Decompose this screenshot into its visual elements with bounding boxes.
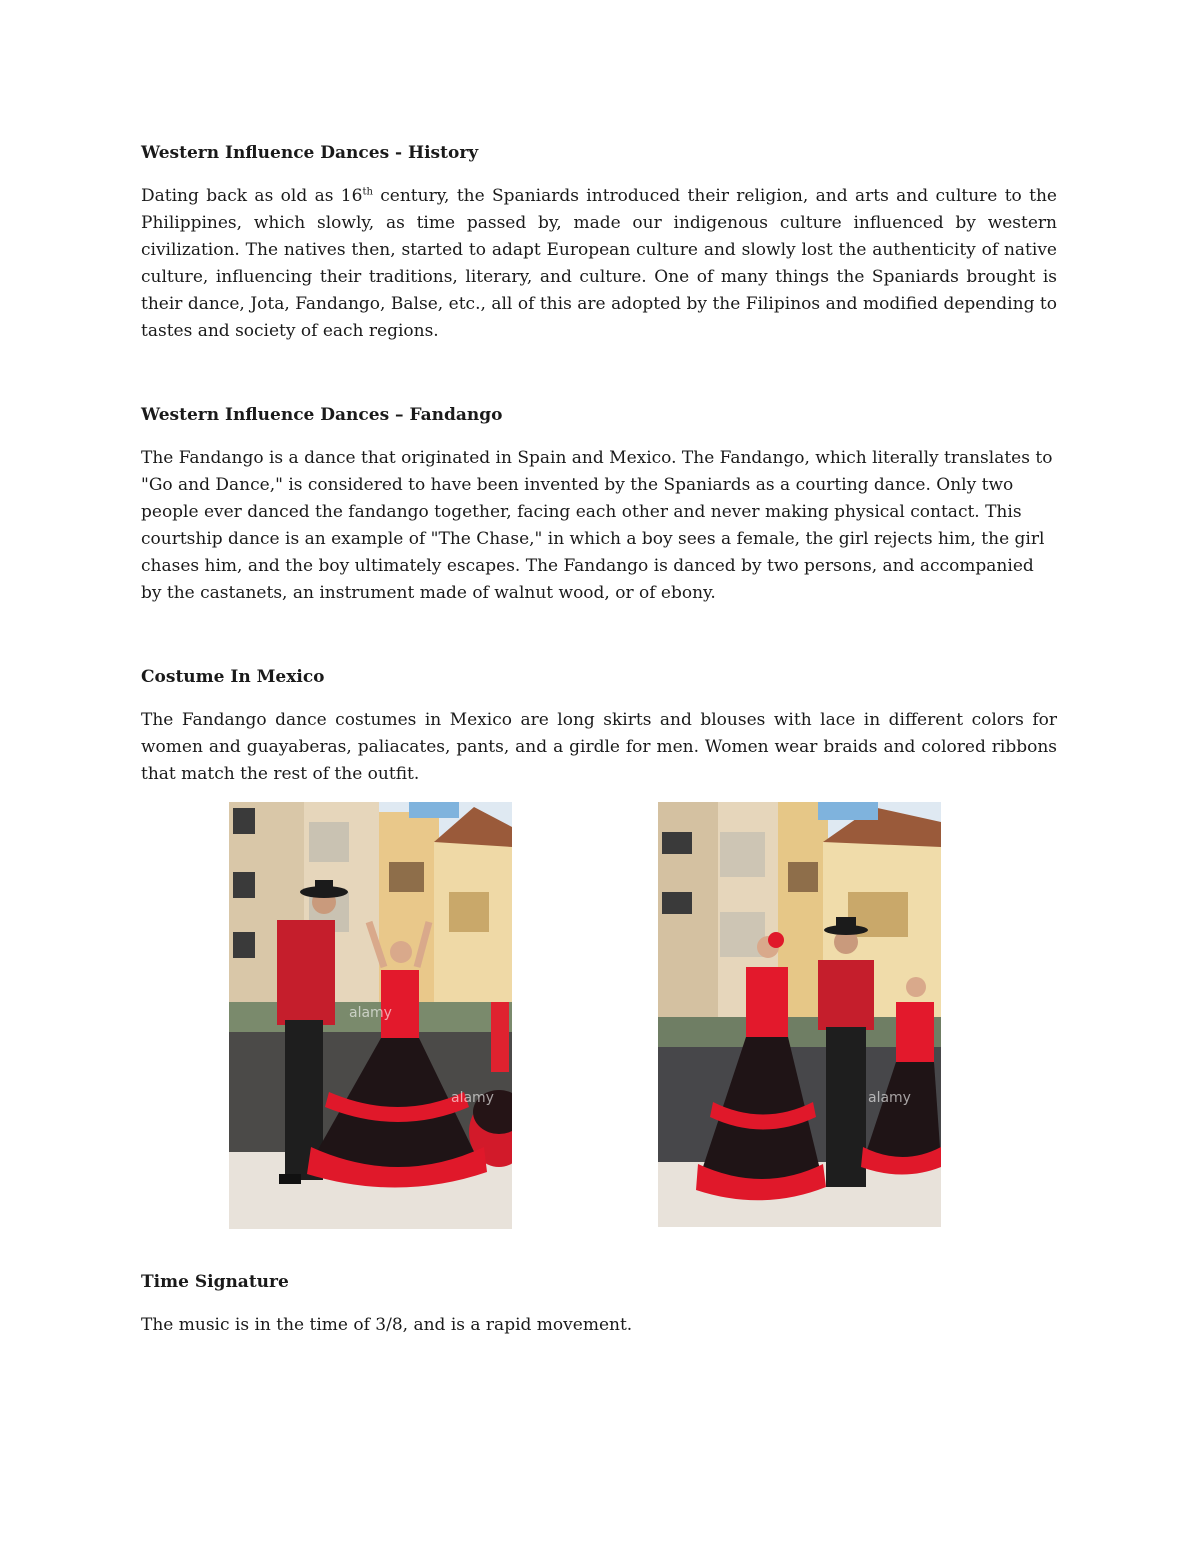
section-body-costume: The Fandango dance costumes in Mexico are long skirts and blouses with lace in different colors for women and guayaberas, paliacates, pants, and a girdle for men. Women wear braids and colored ribbons that match the rest of the outfit. — [141, 710, 1057, 784]
section-body-time-signature: The music is in the time of 3/8, and is a rapid movement. — [141, 1315, 633, 1335]
section-heading-costume: Costume In Mexico — [141, 667, 325, 687]
svg-text:alamy: alamy — [868, 1090, 911, 1106]
section-heading-fandango: Western Influence Dances – Fandango — [141, 405, 503, 425]
section-heading-time-signature: Time Signature — [141, 1272, 289, 1292]
costume-photos — [0, 802, 1200, 1230]
ordinal-superscript: th — [362, 186, 373, 198]
svg-text:alamy: alamy — [451, 1090, 494, 1106]
section-body-fandango: The Fandango is a dance that originated in Spain and Mexico. The Fandango, which literally translates to "Go and Dance," is considered to have been invented by the Spaniards as a courting dance. Only two people ever danced the fandango together, facing each other and never making physical contact. This courtship dance is an example of "The Chase," in which a boy sees a female, the girl rejects him, the girl chases him, and the boy ultimately escapes. The Fandango is danced by two persons, and accompanied by the castanets, an instrument made of walnut wood, or of ebony. — [141, 448, 1053, 603]
fandango-photo-1 — [229, 802, 512, 1229]
svg-text:alamy: alamy — [349, 1005, 392, 1021]
section-heading-history: Western Influence Dances - History — [141, 143, 479, 163]
fandango-photo-1-image — [229, 802, 512, 1229]
section-body-history: Dating back as old as 16th century, the Spaniards introduced their religion, and arts and culture to the Philippines, which slowly, as time passed by, made our indigenous culture influenced by western civilization. The natives then, started to adapt European culture and slowly lost the authenticity of native culture, influencing their traditions, literary, and culture. One of many things the Spaniards brought is their dance, Jota, Fandango, Balse, etc., all of this are adopted by the Filipinos and modified depending to tastes and society of each regions. — [141, 186, 1057, 341]
fandango-photo-2 — [658, 802, 941, 1227]
fandango-photo-2-image — [658, 802, 941, 1227]
